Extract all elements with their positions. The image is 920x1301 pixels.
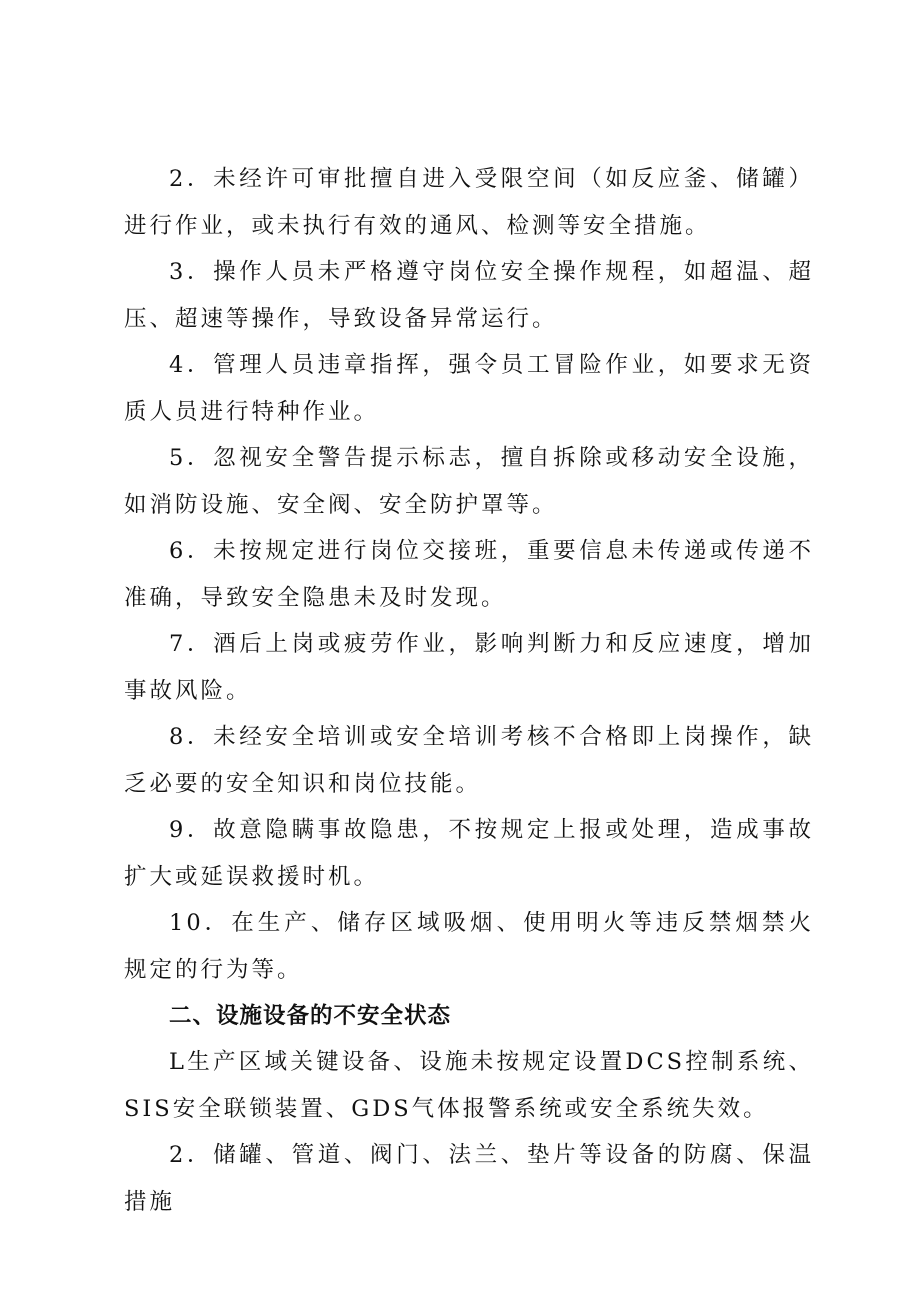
list-item-10: 10．在生产、储存区域吸烟、使用明火等违反禁烟禁火规定的行为等。 bbox=[124, 910, 814, 983]
list-item-5: 5．忽视安全警告提示标志，擅自拆除或移动安全设施，如消防设施、安全阀、安全防护罩等。 bbox=[124, 445, 814, 518]
list-item-8: 8．未经安全培训或安全培训考核不合格即上岗操作，缺乏必要的安全知识和岗位技能。 bbox=[124, 724, 814, 797]
list-item-3: 3．操作人员未严格遵守岗位安全操作规程，如超温、超压、超速等操作，导致设备异常运行。 bbox=[124, 259, 814, 332]
list-item-2: 2．未经许可审批擅自进入受限空间（如反应釜、储罐）进行作业，或未执行有效的通风、检测等安全措施。 bbox=[124, 166, 814, 239]
section-item-2: 2．储罐、管道、阀门、法兰、垫片等设备的防腐、保温措施 bbox=[124, 1142, 814, 1215]
list-item-4: 4．管理人员违章指挥，强令员工冒险作业，如要求无资质人员进行特种作业。 bbox=[124, 352, 814, 425]
list-item-6: 6．未按规定进行岗位交接班，重要信息未传递或传递不准确，导致安全隐患未及时发现。 bbox=[124, 538, 814, 611]
list-item-7: 7．酒后上岗或疲劳作业，影响判断力和反应速度，增加事故风险。 bbox=[124, 631, 814, 704]
section-item-1: L生产区域关键设备、设施未按规定设置DCS控制系统、SIS安全联锁装置、GDS气体报警系统或安全系统失效。 bbox=[124, 1049, 814, 1122]
section-heading: 二、设施设备的不安全状态 bbox=[169, 1003, 452, 1029]
list-item-9: 9．故意隐瞒事故隐患，不按规定上报或处理，造成事故扩大或延误救援时机。 bbox=[124, 817, 814, 890]
